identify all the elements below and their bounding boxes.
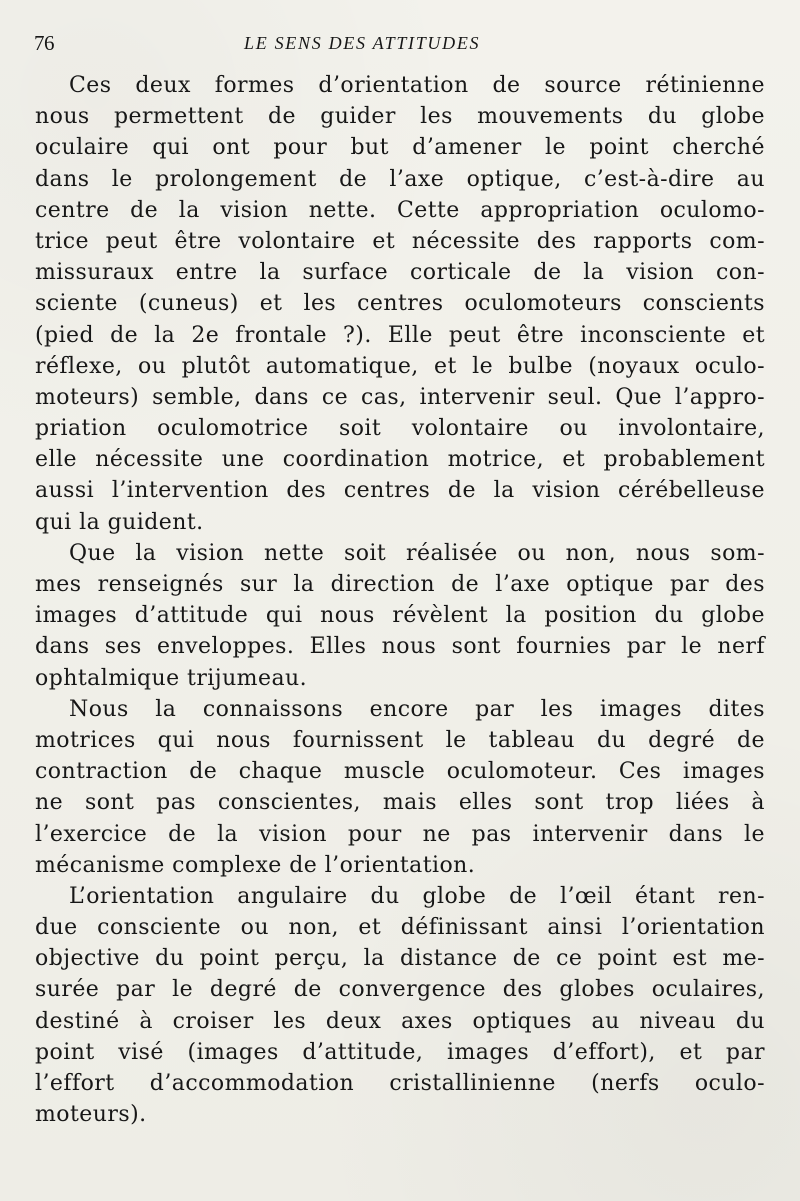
text-line: réflexe, ou plutôt automatique, et le bulbe (noyaux oculo- [35, 353, 765, 379]
paragraph [35, 881, 765, 1131]
paragraph [35, 538, 765, 694]
text-line: motrices qui nous fournissent le tableau du degré de [35, 727, 765, 753]
text-line: elle nécessite une coordination motrice, et probablement [35, 447, 765, 473]
text-line: moteurs) semble, dans ce cas, intervenir seul. Que l’appro- [35, 384, 765, 410]
text-line: images d’attitude qui nous révèlent la position du globe [35, 603, 765, 629]
running-title: LE SENS DES ATTITUDES [244, 33, 481, 53]
text-line: due consciente ou non, et définissant ainsi l’orientation [35, 915, 765, 941]
text-line: contraction de chaque muscle oculomoteur. Ces images [35, 759, 765, 785]
paragraph [35, 70, 765, 538]
text-line: objective du point perçu, la distance de ce point est me- [35, 946, 765, 972]
text-line: ophtalmique trijumeau. [35, 665, 308, 691]
text-line: l’exercice de la vision pour ne pas intervenir dans le [35, 821, 765, 847]
text-line: L’orientation angulaire du globe de l’œil étant ren- [69, 883, 765, 909]
text-line: missuraux entre la surface corticale de la vision con- [35, 260, 765, 286]
text-line: l’effort d’accommodation cristallinienne (nerfs oculo- [35, 1071, 765, 1096]
text-line: sciente (cuneus) et les centres oculomoteurs conscients [35, 291, 765, 317]
text-line: qui la guident. [35, 509, 204, 535]
text-line: Que la vision nette soit réalisée ou non, nous som- [69, 540, 765, 566]
text-line: destiné à croiser les deux axes optiques au niveau du [35, 1008, 765, 1034]
text-line: dans le prolongement de l’axe optique, c’est-à-dire au [35, 166, 765, 192]
text-line: mécanisme complexe de l’orientation. [35, 852, 476, 878]
text-line: Nous la connaissons encore par les images dites [69, 696, 765, 722]
text-line: nous permettent de guider les mouvements du globe [35, 104, 765, 130]
text-line: dans ses enveloppes. Elles nous sont fournies par le nerf [35, 634, 765, 660]
text-line: aussi l’intervention des centres de la vision cérébelleuse [35, 478, 765, 504]
text-line: moteurs). [35, 1102, 147, 1128]
text-line: point visé (images d’attitude, images d’effort), et par [35, 1039, 765, 1065]
text-line: trice peut être volontaire et nécessite des rapports com- [35, 228, 765, 254]
text-line: oculaire qui ont pour but d’amener le point cherché [35, 135, 765, 161]
text-line: Ces deux formes d’orientation de source rétinienne [69, 73, 765, 98]
text-line: mes renseignés sur la direction de l’axe optique par des [35, 572, 765, 597]
text-line: surée par le degré de convergence des globes oculaires, [35, 977, 765, 1003]
text-line: priation oculomotrice soit volontaire ou involontaire, [35, 416, 765, 442]
text-line: ne sont pas conscientes, mais elles sont trop liées à [35, 790, 765, 816]
page-header [34, 31, 762, 57]
page-number: 76 [34, 31, 54, 55]
text-line: (pied de la 2e frontale ?). Elle peut être inconsciente et [35, 322, 765, 348]
page-body [35, 70, 765, 1130]
text-line: centre de la vision nette. Cette appropriation oculomo- [35, 197, 765, 223]
paragraph [35, 694, 765, 881]
